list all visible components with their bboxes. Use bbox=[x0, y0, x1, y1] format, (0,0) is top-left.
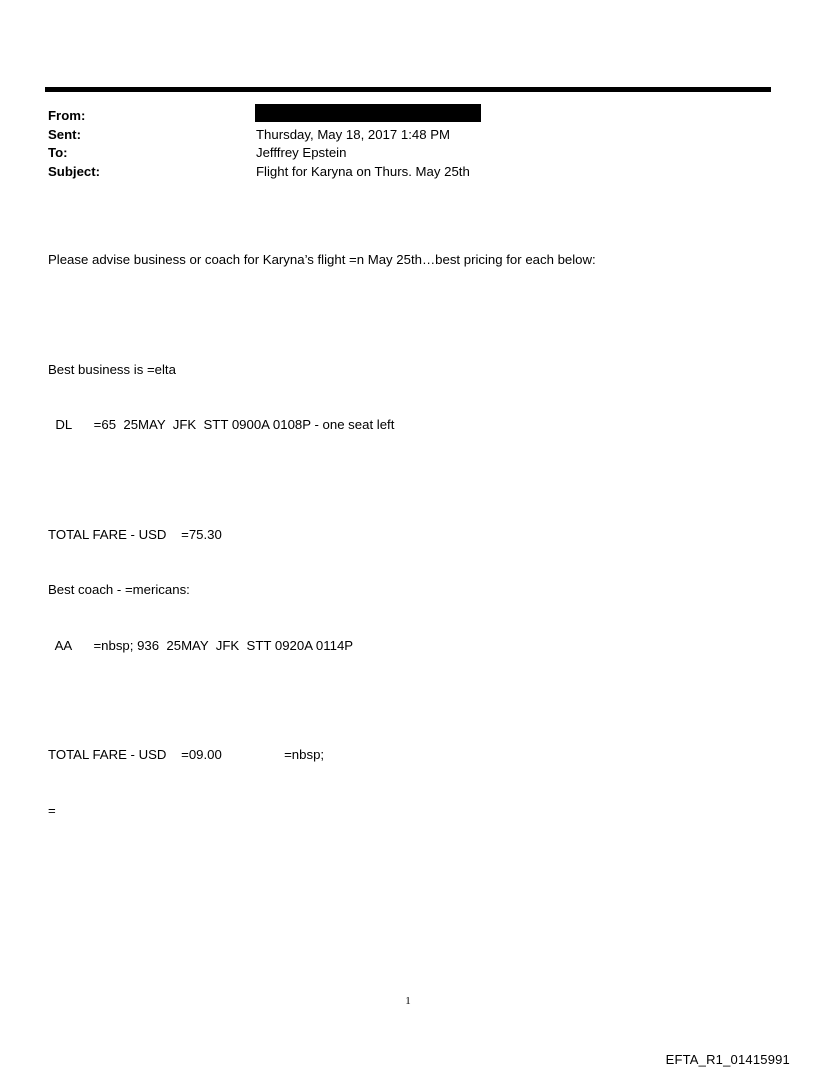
subject-row bbox=[48, 163, 748, 182]
paragraph-gap bbox=[48, 472, 768, 489]
to-row bbox=[48, 144, 748, 163]
coach-heading: Best coach - =mericans: bbox=[48, 582, 190, 597]
email-body bbox=[48, 214, 768, 839]
business-heading: Best business is =elta bbox=[48, 361, 176, 377]
subject-value: Flight for Karyna on Thurs. May 25th bbox=[256, 163, 470, 179]
header-rule bbox=[45, 87, 771, 92]
subject-label: Subject: bbox=[48, 163, 101, 179]
document-id: EFTA_R1_01415991 bbox=[665, 1052, 790, 1067]
to-value: Jefffrey Epstein bbox=[256, 145, 347, 160]
sent-row bbox=[48, 126, 748, 145]
coach-total: TOTAL FARE - USD =09.00 =nbsp; bbox=[48, 747, 325, 762]
from-label: From: bbox=[48, 108, 86, 123]
intro-line: Please advise business or coach for Karyna’s flight =n May 25th…best pricing for each below: bbox=[48, 252, 596, 267]
sent-label: Sent: bbox=[48, 126, 81, 142]
page-number: 1 bbox=[405, 995, 411, 1007]
from-row bbox=[48, 107, 748, 126]
coach-flight: AA =nbsp; 936 25MAY JFK STT 0920A 0114P bbox=[48, 637, 354, 653]
business-flight: DL =65 25MAY JFK STT 0900A 0108P - one seat left bbox=[48, 417, 395, 432]
business-total: TOTAL FARE - USD =75.30 bbox=[48, 526, 222, 542]
paragraph-gap bbox=[48, 307, 768, 324]
to-label: To: bbox=[48, 145, 68, 160]
redaction-box bbox=[255, 104, 481, 122]
paragraph-gap bbox=[48, 692, 768, 709]
sent-value: Thursday, May 18, 2017 1:48 PM bbox=[256, 126, 451, 142]
trailing-line: = bbox=[48, 802, 56, 818]
email-header bbox=[48, 107, 748, 181]
